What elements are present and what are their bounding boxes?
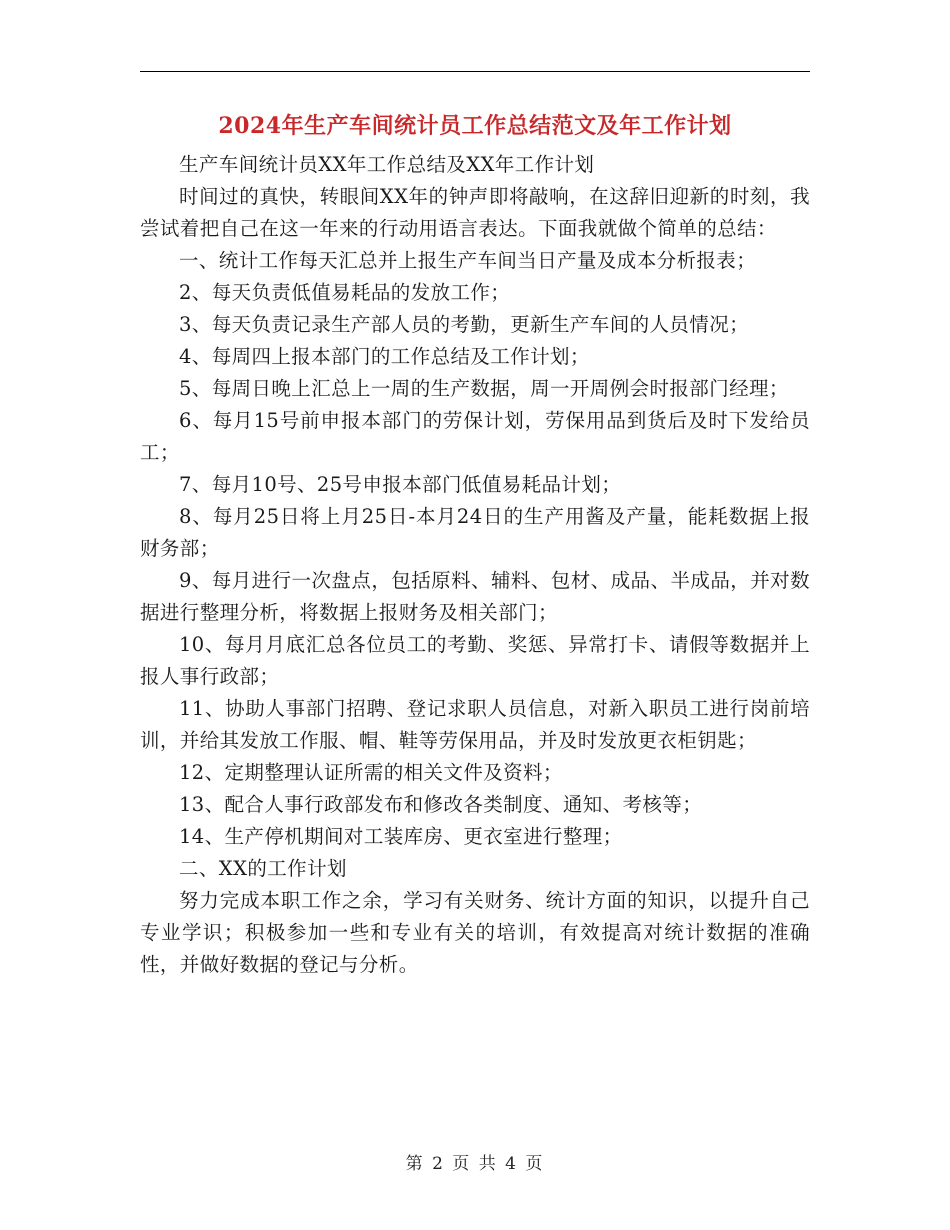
paragraph-item-2: 2、每天负责低值易耗品的发放工作； [179,281,511,304]
paragraph-item-5: 5、每周日晚上汇总上一周的生产数据，周一开周例会时报部门经理； [179,377,789,400]
paragraph-item-9: 9、每月进行一次盘点，包括原料、辅料、包材、成品、半成品，并对数据进行整理分析，将数据上报财务及相关部门； [140,569,810,624]
page-number: 第 2 页 共 4 页 [405,1154,545,1174]
document-body [140,149,810,981]
paragraph-item-1: 一、统计工作每天汇总并上报生产车间当日产量及成本分析报表； [179,249,757,272]
paragraph-item-3: 3、每天负责记录生产部人员的考勤，更新生产车间的人员情况； [179,313,750,336]
paragraph-item-11: 11、协助人事部门招聘、登记求职人员信息，对新入职员工进行岗前培训，并给其发放工作服、帽、鞋等劳保用品，并及时发放更衣柜钥匙； [140,697,810,752]
paragraph-item-8: 8、每月25日将上月25日-本月24日的生产用酱及产量，能耗数据上报财务部； [140,505,810,560]
header-rule [140,71,810,72]
paragraph-plan: 努力完成本职工作之余，学习有关财务、统计方面的知识，以提升自己专业学识；积极参加一些和专业有关的培训，有效提高对统计数据的准确性，并做好数据的登记与分析。 [140,889,810,976]
paragraph-item-6: 6、每月15号前申报本部门的劳保计划，劳保用品到货后及时下发给员工； [140,409,810,464]
paragraph-intro: 时间过的真快，转眼间XX年的钟声即将敲响，在这辞旧迎新的时刻，我尝试着把自己在这一年来的行动用语言表达。下面我就做个简单的总结： [140,185,810,240]
paragraph-item-13: 13、配合人事行政部发布和修改各类制度、通知、考核等； [179,793,703,816]
paragraph-item-4: 4、每周四上报本部门的工作总结及工作计划； [179,345,590,368]
paragraph-subtitle: 生产车间统计员XX年工作总结及XX年工作计划 [179,153,595,176]
paragraph-item-10: 10、每月月底汇总各位员工的考勤、奖惩、异常打卡、请假等数据并上报人事行政部； [140,633,810,688]
paragraph-item-14: 14、生产停机期间对工装库房、更衣室进行整理； [179,825,623,848]
section-heading-plan: 二、XX的工作计划 [179,857,347,880]
paragraph-item-7: 7、每月10号、25号申报本部门低值易耗品计划； [179,473,622,496]
paragraph-item-12: 12、定期整理认证所需的相关文件及资料； [179,761,563,784]
document-title: 2024年生产车间统计员工作总结范文及年工作计划 [218,113,732,139]
